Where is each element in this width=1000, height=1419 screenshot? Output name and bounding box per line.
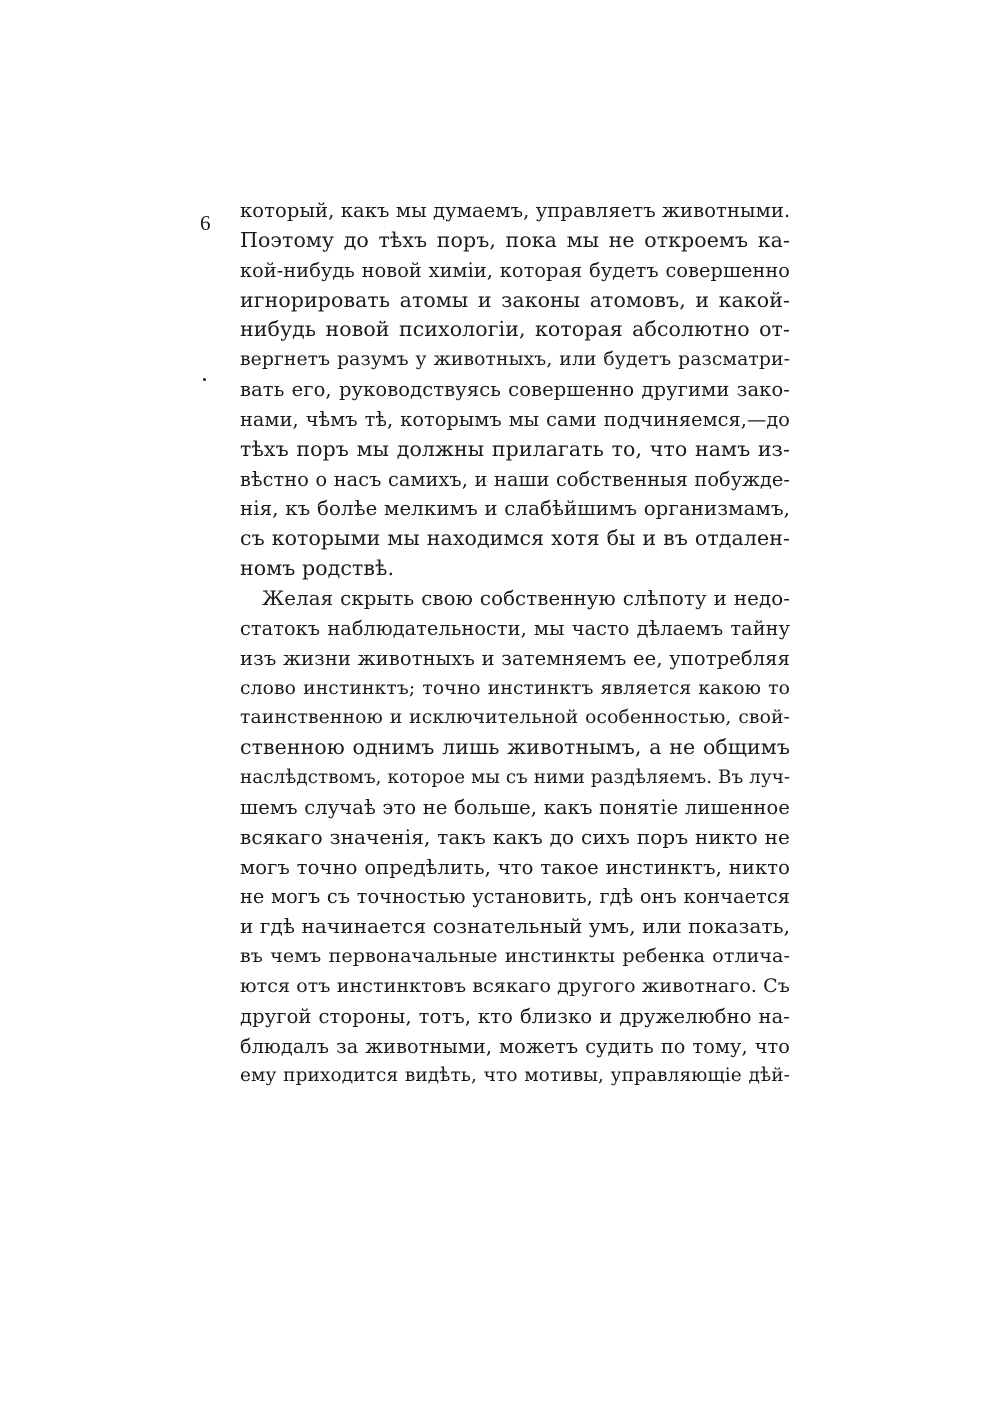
text-line: ются отъ инстинктовъ всякаго другого животнаго. Съ — [240, 974, 790, 997]
text-line: слово инстинктъ; точно инстинктъ является какою то — [240, 677, 790, 699]
text-line: шемъ случаѣ это не больше, какъ понятіе лишенное — [240, 795, 790, 819]
text-line: другой стороны, тотъ, кто близко и дружелюбно на- — [240, 1004, 790, 1028]
text-line: кой-нибудь новой химіи, которая будетъ совершенно — [240, 258, 790, 282]
text-line: Желая скрыть свою собственную слѣпоту и недо- — [262, 586, 790, 610]
text-line: игнорировать атомы и законы атомовъ, и какой- — [240, 287, 790, 312]
text-line: статокъ наблюдательности, мы часто дѣлаемъ тайну — [240, 616, 790, 640]
text-line: нія, къ болѣе мелкимъ и слабѣйшимъ организмамъ, — [240, 497, 790, 521]
text-line: и гдѣ начинается сознательный умъ, или показать, — [240, 914, 790, 939]
text-line: тѣхъ поръ мы должны прилагать то, что намъ из- — [240, 436, 790, 461]
text-line: вергнетъ разумъ у животныхъ, или будетъ разсматри- — [240, 349, 790, 371]
text-line: въ чемъ первоначальные инстинкты ребенка отлича- — [240, 945, 790, 968]
text-line: не могъ съ точностью установить, гдѣ онъ кончается — [240, 885, 790, 909]
page-number: 6 — [200, 211, 211, 235]
text-line: ственною однимъ лишь животнымъ, а не общимъ — [240, 735, 790, 760]
text-line: который, какъ мы думаемъ, управляетъ животными. — [240, 199, 790, 222]
body-text — [240, 196, 790, 1091]
text-line: нами, чѣмъ тѣ, которымъ мы сами подчиняемся,—до — [240, 407, 790, 431]
text-line: всякаго значенія, такъ какъ до сихъ поръ никто не — [240, 824, 790, 849]
text-line: номъ родствѣ. — [240, 556, 395, 581]
text-line: вать его, руководствуясь совершенно другими зако- — [240, 378, 790, 402]
text-line: Поэтому до тѣхъ поръ, пока мы не откроемъ ка- — [240, 227, 790, 252]
text-line: изъ жизни животныхъ и затемняемъ ее, употребляя — [240, 646, 790, 670]
text-line: вѣстно о насъ самихъ, и наши собственныя побужде- — [240, 467, 790, 491]
text-line: таинственною и исключительной особенностью, свой- — [240, 707, 790, 729]
text-line: ему приходится видѣть, что мотивы, управляющіе дѣй- — [240, 1065, 790, 1087]
text-line: съ которыми мы находимся хотя бы и въ отдален- — [240, 526, 790, 551]
text-line: блюдалъ за животными, можетъ судить по тому, что — [240, 1034, 790, 1058]
text-line: наслѣдствомъ, которое мы съ ними раздѣляемъ. Въ луч- — [240, 767, 790, 789]
margin-mark — [203, 378, 206, 381]
text-line: нибудь новой психологіи, которая абсолютно от- — [240, 317, 790, 342]
text-line: могъ точно опредѣлить, что такое инстинктъ, никто — [240, 855, 790, 879]
